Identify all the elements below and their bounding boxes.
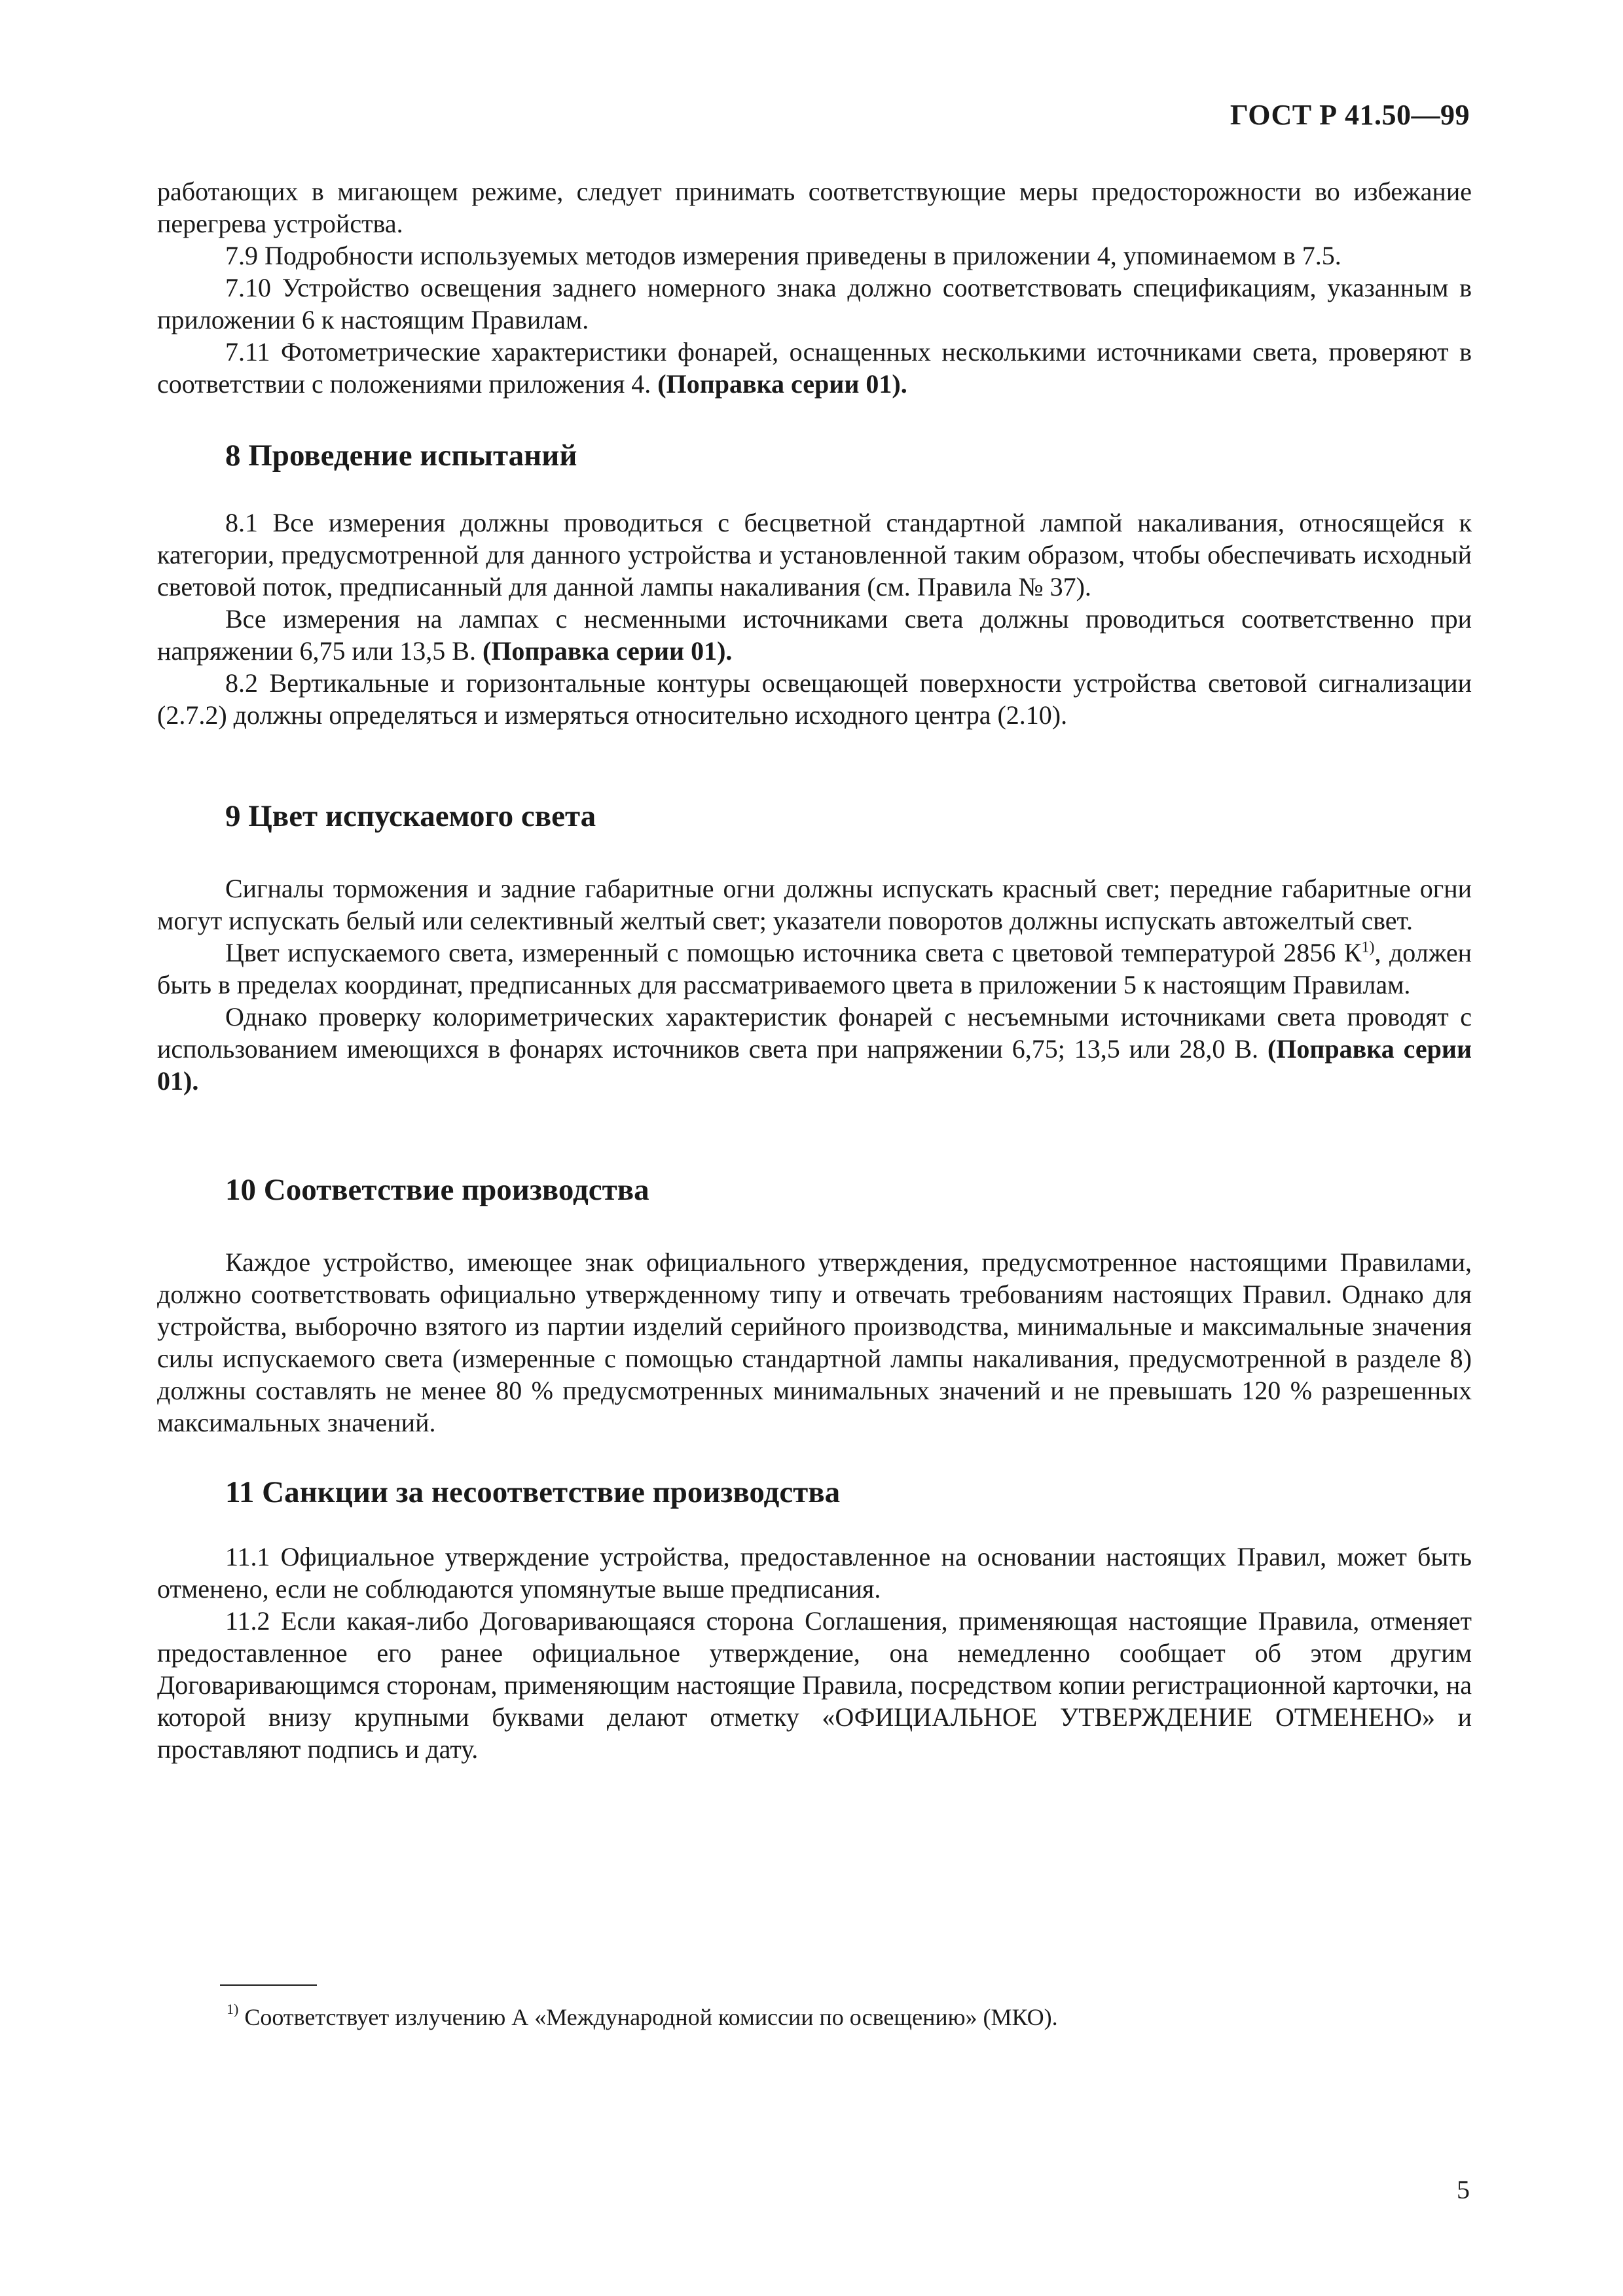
document-body	[157, 175, 1472, 1765]
paragraph-11-1: 11.1 Официальное утверждение устройства, предоставленное на основании настоящих Правил, может быть отменено, если не соблюдаются упомянутые выше предписания.	[157, 1542, 1472, 1604]
section-9-heading: 9 Цвет испускаемого света	[225, 799, 596, 833]
amendment-note: (Поправка серии 01).	[157, 1034, 1472, 1096]
paragraph-10-1: Каждое устройство, имеющее знак официального утверждения, предусмотренное настоящими Правилами, должно соответствовать официально утвержденному типу и отвечать требованиям настоящих Правил. Однако для устройства, выборочно взятого из партии изделий серийного производства, минимальные и максимальные значения силы испускаемого света (измеренные с помощью стандартной лампы накаливания, предусмотренной в разделе 8) должны составлять не менее 80 % предусмотренных минимальных значений и не превышать 120 % разрешенных максимальных значений.	[157, 1247, 1472, 1437]
section-10-heading: 10 Соответствие производства	[225, 1173, 649, 1207]
footnote	[227, 1998, 1058, 2032]
paragraph-9-2-text-a: Цвет испускаемого света, измеренный с помощью источника света с цветовой температурой 2856 К	[225, 938, 1362, 967]
paragraph-9-2	[157, 937, 1472, 1001]
paragraph-7-11	[157, 336, 1472, 400]
section-8-heading: 8 Проведение испытаний	[225, 439, 577, 473]
footnote-reference: 1)	[1361, 939, 1375, 956]
footnote-separator	[220, 1984, 317, 1986]
paragraph-11-2: 11.2 Если какая-либо Договаривающаяся сторона Соглашения, применяющая настоящие Правила, отменяет предоставленное его ранее официальное утверждение, она немедленно сообщает об этом другим Договаривающимся сторонам, применяющим настоящие Правила, посредством копии регистрационной карточки, на которой внизу крупными буквами делают отметку «ОФИЦИАЛЬНОЕ УТВЕРЖДЕНИЕ ОТМЕНЕНО» и проставляют подпись и дату.	[157, 1606, 1472, 1764]
paragraph-9-3	[157, 1001, 1472, 1097]
paragraph-9-1: Сигналы торможения и задние габаритные огни должны испускать красный свет; передние габаритные огни могут испускать белый или селективный желтый свет; указатели поворотов должны испускать автожелтый свет.	[157, 874, 1472, 935]
section-11-heading: 11 Санкции за несоответствие производства	[225, 1475, 841, 1509]
paragraph-7-8-continuation: работающих в мигающем режиме, следует принимать соответствующие меры предосторожности во избежание перегрева устройства.	[157, 177, 1472, 238]
paragraph-7-9: 7.9 Подробности используемых методов измерения приведены в приложении 4, упоминаемом в 7.5.	[225, 241, 1341, 270]
amendment-note: (Поправка серии 01).	[482, 636, 733, 666]
paragraph-9-3-text: Однако проверку колориметрических характеристик фонарей с несъемными источниками света проводят с использованием имеющихся в фонарях источников света при напряжении 6,75; 13,5 или 28,0 В.	[157, 1002, 1472, 1064]
footnote-text: Соответствует излучению А «Международной комиссии по освещению» (МКО).	[244, 2004, 1058, 2030]
paragraph-9-2-text-b: , должен быть в пределах координат, предписанных для рассматриваемого цвета в приложении 5 к настоящим Правилам.	[157, 938, 1472, 999]
page-number: 5	[1457, 2175, 1470, 2204]
paragraph-8-1: 8.1 Все измерения должны проводиться с бесцветной стандартной лампой накаливания, относящейся к категории, предусмотренной для данного устройства и установленной таким образом, чтобы обеспечивать исходный световой поток, предписанный для данной лампы накаливания (см. Правила № 37).	[157, 508, 1472, 601]
paragraph-7-11-text: 7.11 Фотометрические характеристики фонарей, оснащенных несколькими источниками света, проверяют в соответствии с положениями приложения 4.	[157, 337, 1472, 399]
paragraph-8-1-lamps-text: Все измерения на лампах с несменными источниками света должны проводиться соответственно при напряжении 6,75 или 13,5 В.	[157, 604, 1472, 666]
document-code-header: ГОСТ Р 41.50—99	[1230, 99, 1470, 131]
amendment-note: (Поправка серии 01).	[657, 369, 907, 399]
paragraph-7-10: 7.10 Устройство освещения заднего номерного знака должно соответствовать спецификациям, указанным в приложении 6 к настоящим Правилам.	[157, 273, 1472, 334]
footnote-marker: 1)	[227, 2001, 239, 2017]
paragraph-8-1-lamps	[157, 603, 1472, 667]
paragraph-8-2: 8.2 Вертикальные и горизонтальные контуры освещающей поверхности устройства световой сигнализации (2.7.2) должны определяться и измеряться относительно исходного центра (2.10).	[157, 668, 1472, 730]
